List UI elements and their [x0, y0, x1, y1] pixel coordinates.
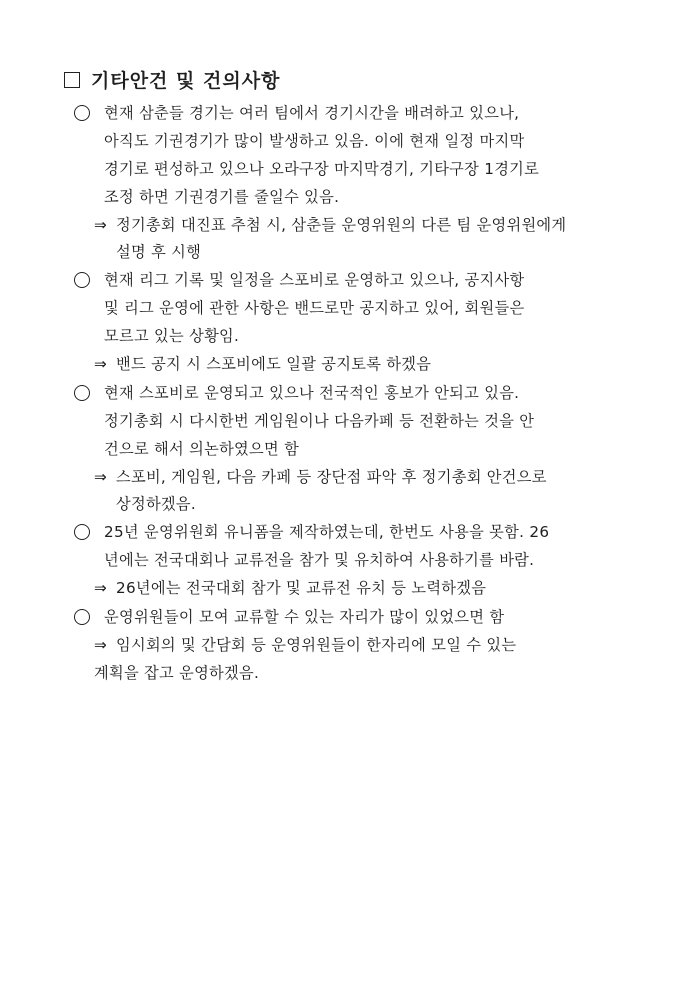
- item-line: 모르고 있는 상황임.: [104, 327, 240, 345]
- item-line: 현재 스포비로 운영되고 있으나 전국적인 홍보가 안되고 있음.: [104, 384, 520, 402]
- item-line: 건으로 해서 의논하였으면 함: [104, 440, 300, 458]
- section-title: 기타안건 및 건의사항: [91, 70, 281, 92]
- item-line: 조정 하면 기권경기를 줄일수 있음.: [104, 188, 340, 206]
- item-line: 년에는 전국대회나 교류전을 참가 및 유치하여 사용하기를 바람.: [104, 551, 535, 569]
- circle-bullet-icon: [74, 609, 90, 625]
- checkbox-square-icon: [64, 72, 80, 88]
- section-heading: [64, 66, 280, 93]
- item-line: 현재 리그 기록 및 일정을 스포비로 운영하고 있으나, 공지사항: [104, 271, 525, 289]
- item-line: 및 리그 운영에 관한 사항은 밴드로만 공지하고 있어, 회원들은: [104, 299, 525, 317]
- circle-bullet-icon: [74, 524, 90, 540]
- item-line: 현재 삼춘들 경기는 여러 팀에서 경기시간을 배려하고 있으나,: [104, 104, 520, 122]
- response-line: 정기총회 대진표 추첨 시, 삼춘들 운영위원의 다른 팀 운영위원에게: [116, 216, 567, 234]
- circle-bullet-icon: [74, 272, 90, 288]
- circle-bullet-icon: [74, 385, 90, 401]
- response-line: 상정하겠음.: [116, 495, 196, 513]
- response-line: 26년에는 전국대회 참가 및 교류전 유치 등 노력하겠음: [116, 579, 487, 597]
- response-line: 밴드 공지 시 스포비에도 일괄 공지토록 하겠음: [116, 355, 432, 373]
- item-line: 25년 운영위원회 유니폼을 제작하였는데, 한번도 사용을 못함. 26: [104, 523, 550, 541]
- response-line: 스포비, 게임원, 다음 카페 등 장단점 파악 후 정기총회 안건으로: [116, 468, 547, 486]
- response-line: 임시회의 및 간담회 등 운영위원들이 한자리에 모일 수 있는: [116, 636, 517, 654]
- item-line: 운영위원들이 모여 교류할 수 있는 자리가 많이 있었으면 함: [104, 608, 505, 626]
- circle-bullet-icon: [74, 105, 90, 121]
- item-line: 아직도 기권경기가 많이 발생하고 있음. 이에 현재 일정 마지막: [104, 132, 525, 150]
- double-arrow-icon: ⇒: [94, 355, 107, 373]
- response-line: 설명 후 시행: [116, 243, 202, 261]
- double-arrow-icon: ⇒: [94, 636, 107, 654]
- double-arrow-icon: ⇒: [94, 579, 107, 597]
- item-line: 경기로 편성하고 있으나 오라구장 마지막경기, 기타구장 1경기로: [104, 160, 540, 178]
- double-arrow-icon: ⇒: [94, 216, 107, 234]
- double-arrow-icon: ⇒: [94, 468, 107, 486]
- response-line: 계획을 잡고 운영하겠음.: [94, 664, 260, 682]
- item-line: 정기총회 시 다시한번 게임원이나 다음카페 등 전환하는 것을 안: [104, 412, 535, 430]
